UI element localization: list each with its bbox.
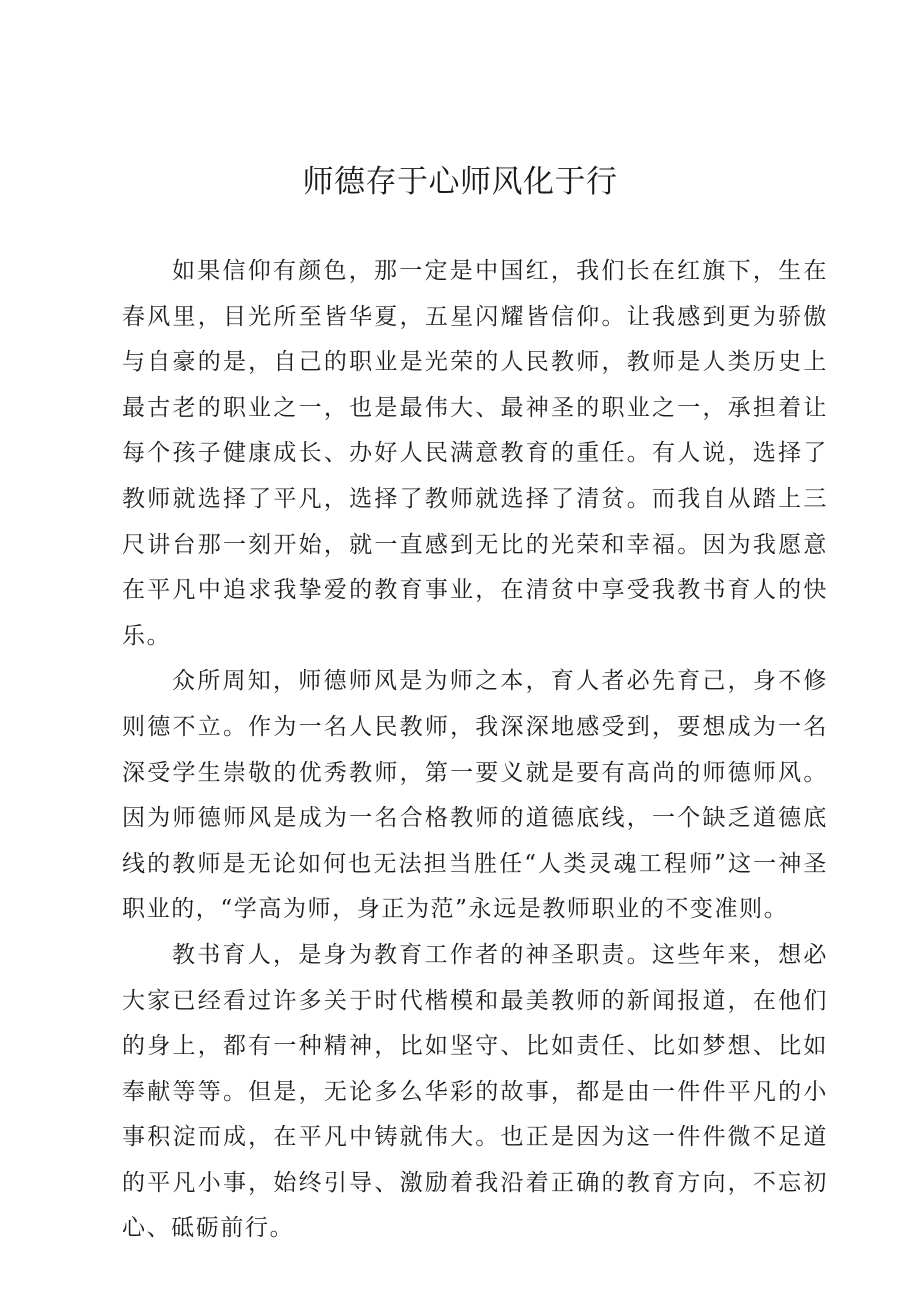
paragraph-1: 如果信仰有颜色，那一定是中国红，我们长在红旗下，生在春风里，目光所至皆华夏，五星闪耀皆信仰。让我感到更为骄傲与自豪的是，自己的职业是光荣的人民教师，教师是人类历史上最古老的职业之一，也是最伟大、最神圣的职业之一，承担着让每个孩子健康成长、办好人民满意教育的重任。有人说，选择了教师就选择了平凡，选择了教师就选择了清贫。而我自从踏上三尺讲台那一刻开始，就一直感到无比的光荣和幸福。因为我愿意在平凡中追求我挚爱的教育事业，在清贫中享受我教书育人的快乐。 (122, 258, 828, 649)
document-title: 师德存于心师风化于行 (302, 164, 618, 200)
paragraph-3: 教书育人，是身为教育工作者的神圣职责。这些年来，想必大家已经看过许多关于时代楷模和最美教师的新闻报道，在他们的身上，都有一种精神，比如坚守、比如责任、比如梦想、比如奉献等等。但是，无论多么华彩的故事，都是由一件件平凡的小事积淀而成，在平凡中铸就伟大。也正是因为这一件件微不足道的平凡小事，始终引导、激励着我沿着正确的教育方向，不忘初心、砥砺前行。 (122, 941, 828, 1242)
paragraph-2: 众所周知，师德师风是为师之本，育人者必先育己，身不修则德不立。作为一名人民教师，我深深地感受到，要想成为一名深受学生崇敬的优秀教师，第一要义就是要有高尚的师德师风。因为师德师风是成为一名合格教师的道德底线，一个缺乏道德底线的教师是无论如何也无法担当胜任“人类灵魂工程师”这一神圣职业的，“学高为师，身正为范”永远是教师职业的不变准则。 (122, 668, 828, 923)
document-body (122, 249, 828, 1252)
